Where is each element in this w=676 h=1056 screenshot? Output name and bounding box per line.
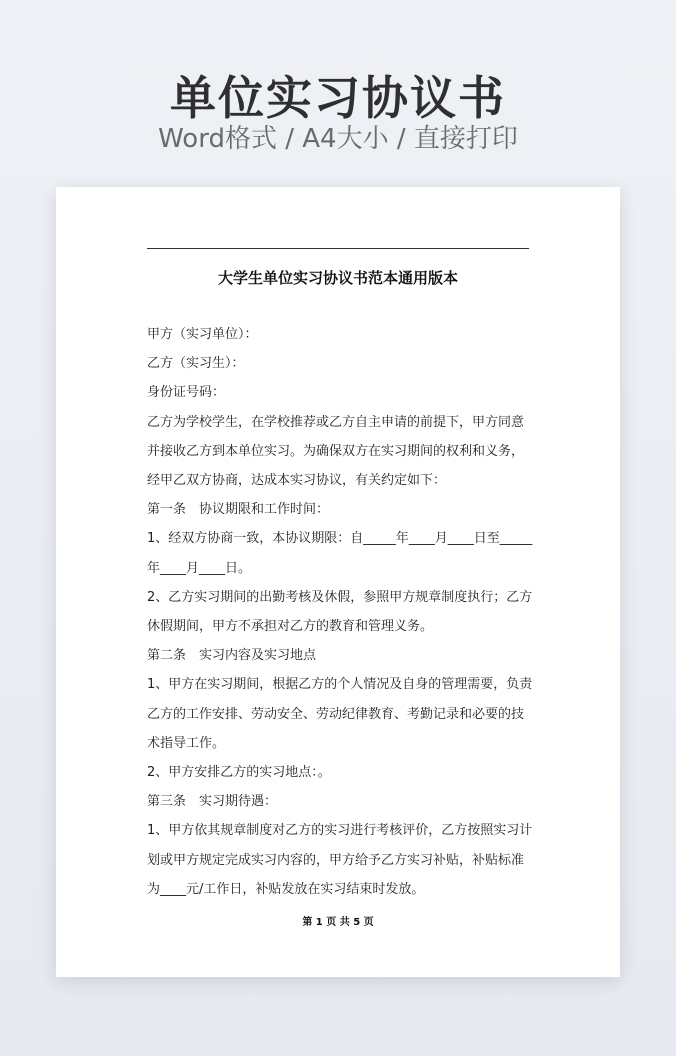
document-page: [56, 187, 620, 977]
page-number: 第 1 页 共 5 页: [302, 917, 374, 928]
article-2-heading: 第二条 实习内容及实习地点: [147, 648, 317, 664]
article-3-clause-1: 1、甲方依其规章制度对乙方的实习进行考核评价，乙方按照实习计划或甲方规定完成实习内容的，甲方给予乙方实习补贴，补贴标准为____元/工作日，补贴发放在实习结束时发放。: [147, 823, 533, 897]
document-title: 大学生单位实习协议书范本通用版本: [217, 269, 458, 287]
id-number-line: 身份证号码：: [147, 385, 226, 401]
article-1-clause-1: 1、经双方协商一致，本协议期限：自_____年____月____日至_____年____月____日。: [147, 531, 533, 576]
party-a-line: 甲方（实习单位）：: [147, 327, 258, 342]
header-rule: [147, 248, 529, 249]
article-1-clause-2: 2、乙方实习期间的出勤考核及休假，参照甲方规章制度执行；乙方休假期间，甲方不承担对乙方的教育和管理义务。: [147, 589, 533, 635]
article-3-heading: 第三条 实习期待遇：: [147, 794, 278, 810]
party-b-line: 乙方（实习生）：: [147, 356, 245, 372]
banner-title: 单位实习协议书: [170, 71, 506, 125]
article-2-clause-2: 2、甲方安排乙方的实习地点：。: [147, 765, 331, 781]
banner-subtitle: Word格式 / A4大小 / 直接打印: [158, 124, 518, 154]
article-1-heading: 第一条 协议期限和工作时间：: [147, 502, 330, 518]
document-body: [147, 320, 533, 904]
intro-paragraph: 乙方为学校学生，在学校推荐或乙方自主申请的前提下，甲方同意并接收乙方到本单位实习。为确保双方在实习期间的权利和义务，经甲乙双方协商，达成本实习协议，有关约定如下：: [147, 414, 525, 489]
article-2-clause-1: 1、甲方在实习期间，根据乙方的个人情况及自身的管理需要，负责乙方的工作安排、劳动安全、劳动纪律教育、考勤记录和必要的技术指导工作。: [147, 677, 533, 751]
